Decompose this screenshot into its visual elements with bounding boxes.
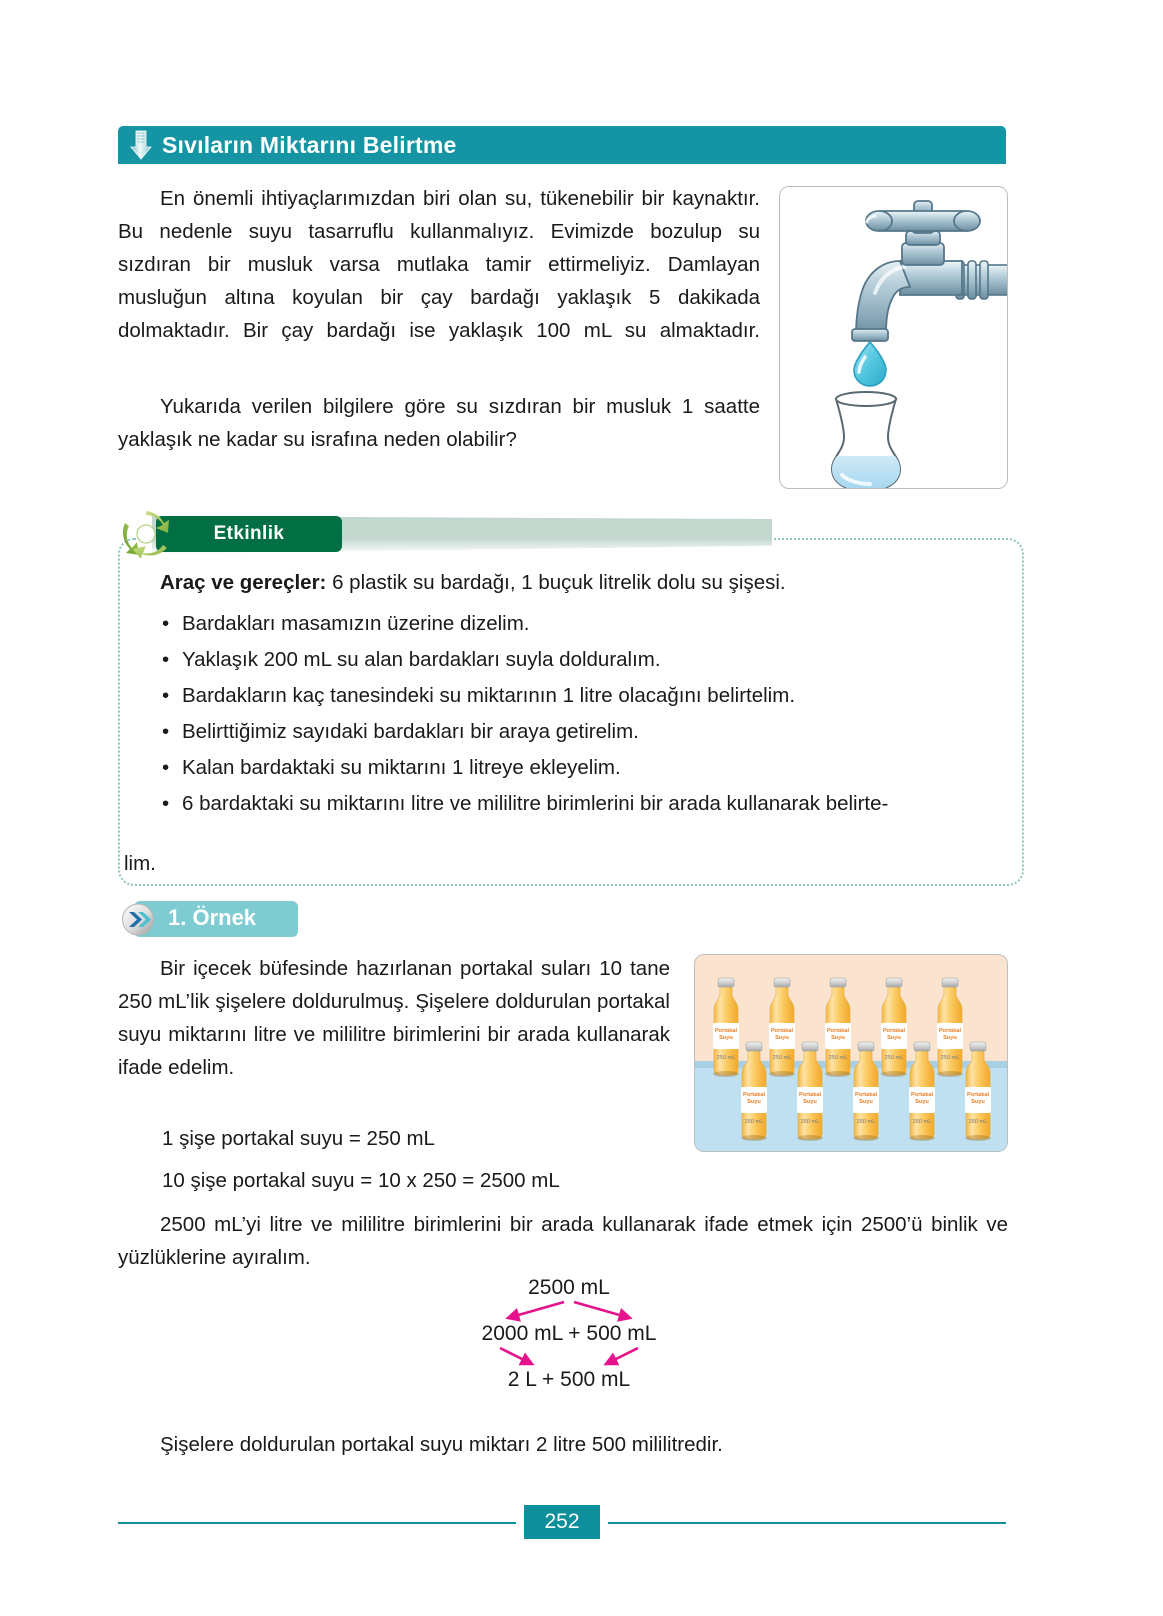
list-item-text: Belirttiğimiz sayıdaki bardakları bir araya getirelim. [182, 720, 639, 743]
example-conclusion: Şişelere doldurulan portakal suyu miktarı 2 litre 500 mililitredir. [160, 1433, 723, 1456]
footer-rule-left [118, 1522, 516, 1524]
list-item [160, 642, 1012, 678]
split-explanation-paragraph: 2500 mL’yi litre ve mililitre birimlerini bir arada kullanarak ifade etmek için 2500’ü binlik ve yüzlüklerine ayıralım. [118, 1213, 1008, 1269]
activity-content [124, 566, 1012, 875]
svg-text:Suyu: Suyu [803, 1099, 817, 1105]
svg-text:250 mL: 250 mL [772, 1055, 792, 1061]
svg-text:Suyu: Suyu [831, 1035, 845, 1041]
calculation-line-2: 10 şişe portakal suyu = 10 x 250 = 2500 mL [162, 1169, 560, 1192]
dripping-faucet-illustration [779, 186, 1008, 489]
bullet-glyph: • [162, 720, 170, 743]
list-item [160, 750, 1012, 786]
svg-text:250 mL: 250 mL [912, 1119, 932, 1125]
example-paragraph: Bir içecek büfesinde hazırlanan portakal suları 10 tane 250 mL’lik şişelere doldurulmuş. Şişelere doldurulan portakal suyu miktarını litre ve mililitre birimlerini bir arada kullanarak ifade edelim. [118, 957, 670, 1079]
svg-text:Suyu: Suyu [859, 1099, 873, 1105]
svg-text:Portakal: Portakal [770, 1028, 794, 1034]
list-item [160, 606, 1012, 642]
page-footer [118, 1505, 1006, 1539]
down-arrow-icon [128, 130, 154, 160]
svg-text:Portakal: Portakal [882, 1028, 906, 1034]
svg-text:Suyu: Suyu [719, 1035, 733, 1041]
activity-section [112, 508, 1024, 886]
list-item-text: Bardakları masamızın üzerine dizelim. [182, 612, 530, 635]
orange-juice-bottles-illustration [694, 954, 1008, 1152]
svg-text:Portakal: Portakal [938, 1028, 962, 1034]
section-title: Sıvıların Miktarını Belirtme [162, 131, 457, 158]
footer-rule-right [608, 1522, 1006, 1524]
list-item-text: Yaklaşık 200 mL su alan bardakları suyla dolduralım. [182, 648, 661, 671]
bullet-glyph: • [162, 648, 170, 671]
bullet-glyph: • [162, 756, 170, 779]
bullet-glyph: • [162, 792, 170, 815]
svg-text:Portakal: Portakal [798, 1092, 822, 1098]
list-item-text: Kalan bardaktaki su miktarını 1 litreye ekleyelim. [182, 756, 621, 779]
example-text-column [118, 952, 670, 1084]
bullet-glyph: • [162, 684, 170, 707]
svg-text:Portakal: Portakal [910, 1092, 934, 1098]
intro-paragraph-2: Yukarıda verilen bilgilere göre su sızdıran bir musluk 1 saatte yaklaşık ne kadar su israfına neden olabilir? [118, 395, 760, 451]
activity-steps-list [160, 606, 1012, 822]
diagram-row-total: 2500 mL [528, 1276, 610, 1299]
intro-paragraph-1: En önemli ihtiyaçlarımızdan biri olan su, tükenebilir bir kaynaktır. Bu nedenle suyu tasarruflu kullanmalıyız. Evimizde bozulup su sızdıran bir musluk varsa mutlaka tamir ettirmeliyiz. Damlayan musluğun altına koyulan bir çay bardağı yaklaşık 5 dakikada dolmaktadır. Bir çay bardağı ise yaklaşık 100 mL su almaktadır. [118, 187, 760, 342]
svg-text:Suyu: Suyu [943, 1035, 957, 1041]
svg-text:250 mL: 250 mL [828, 1055, 848, 1061]
svg-text:250 mL: 250 mL [884, 1055, 904, 1061]
svg-text:250 mL: 250 mL [744, 1119, 764, 1125]
svg-text:Portakal: Portakal [966, 1092, 990, 1098]
list-item [160, 678, 1012, 714]
page-number: 252 [524, 1505, 600, 1539]
svg-text:Suyu: Suyu [887, 1035, 901, 1041]
svg-text:Portakal: Portakal [854, 1092, 878, 1098]
activity-materials [160, 566, 1012, 600]
svg-text:Suyu: Suyu [775, 1035, 789, 1041]
diagram-row-split-ml: 2000 mL + 500 mL [481, 1322, 657, 1345]
list-item [160, 714, 1012, 750]
double-chevron-right-icon [120, 903, 156, 936]
bullet-glyph: • [162, 612, 170, 635]
activity-tab-label: Etkinlik [213, 523, 285, 544]
svg-text:Portakal: Portakal [826, 1028, 850, 1034]
svg-text:Portakal: Portakal [714, 1028, 738, 1034]
recycle-arrows-icon [122, 510, 170, 558]
place-value-split-diagram [404, 1276, 734, 1406]
activity-last-step-overflow: lim. [124, 852, 156, 875]
list-item [160, 786, 1087, 822]
calculation-line-1: 1 şişe portakal suyu = 250 mL [162, 1127, 435, 1150]
example-label: 1. Örnek [168, 905, 257, 930]
activity-materials-text: 6 plastik su bardağı, 1 buçuk litrelik dolu su şişesi. [326, 571, 786, 594]
svg-text:Portakal: Portakal [742, 1092, 766, 1098]
svg-text:250 mL: 250 mL [968, 1119, 988, 1125]
intro-text-column [118, 182, 760, 466]
svg-text:Suyu: Suyu [971, 1099, 985, 1105]
list-item-text: 6 bardaktaki su miktarını litre ve mililitre birimlerini bir arada kullanarak belirte- [182, 792, 889, 815]
svg-text:250 mL: 250 mL [800, 1119, 820, 1125]
list-item-text: Bardakların kaç tanesindeki su miktarının 1 litre olacağını belirtelim. [182, 684, 796, 707]
svg-text:250 mL: 250 mL [716, 1055, 736, 1061]
water-drop-icon [854, 342, 886, 386]
svg-text:Suyu: Suyu [915, 1099, 929, 1105]
section-title-bar [118, 126, 1006, 164]
diagram-row-split-l: 2 L + 500 mL [507, 1368, 631, 1391]
activity-materials-label: Araç ve gereçler: [160, 571, 327, 594]
svg-text:250 mL: 250 mL [856, 1119, 876, 1125]
svg-text:250 mL: 250 mL [940, 1055, 960, 1061]
activity-tab [156, 516, 342, 552]
svg-text:Suyu: Suyu [747, 1099, 761, 1105]
